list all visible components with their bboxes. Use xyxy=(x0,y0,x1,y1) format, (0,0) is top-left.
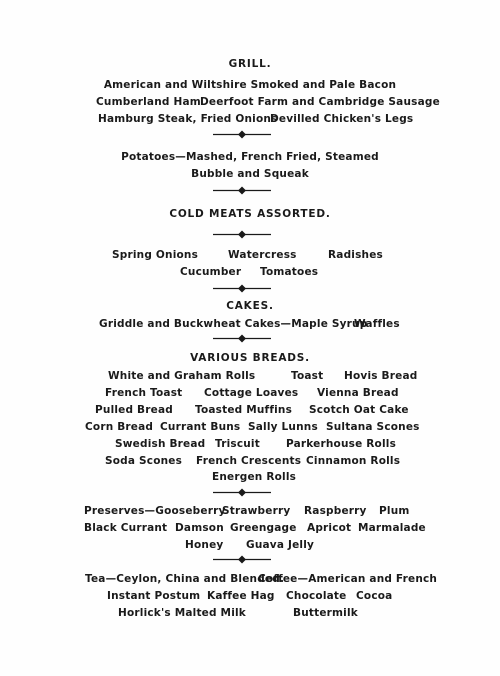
menu-item: Black Currant xyxy=(84,522,168,534)
menu-item: Radishes xyxy=(328,249,383,261)
vegetables-line-1 xyxy=(0,249,500,265)
menu-item: Guava Jelly xyxy=(246,539,315,551)
menu-item: Cottage Loaves xyxy=(204,387,299,399)
menu-item: Waffles xyxy=(354,318,400,330)
menu-item: Cocoa xyxy=(356,590,393,602)
menu-item: Toast xyxy=(291,370,324,382)
menu-item: Raspberry xyxy=(304,505,367,517)
menu-item: Preserves—Gooseberry xyxy=(84,505,226,517)
menu-item: Sultana Scones xyxy=(326,421,420,433)
ornamental-divider xyxy=(213,488,271,497)
breads-heading: VARIOUS BREADS. xyxy=(190,352,310,364)
preserves-line-1 xyxy=(0,505,500,521)
menu-item: Kaffee Hag xyxy=(207,590,275,602)
breads-row-3 xyxy=(0,404,500,420)
menu-item: French Toast xyxy=(105,387,183,399)
preserves-line-2 xyxy=(0,522,500,538)
breads-row-5 xyxy=(0,438,500,454)
menu-item: Devilled Chicken's Legs xyxy=(270,113,414,125)
menu-item: Horlick's Malted Milk xyxy=(118,607,246,619)
menu-item: Pulled Bread xyxy=(95,404,173,416)
menu-item: Corn Bread xyxy=(85,421,154,433)
menu-item: Griddle and Buckwheat Cakes—Maple Syrup xyxy=(99,318,368,330)
menu-item: Instant Postum xyxy=(107,590,201,602)
menu-item: Greengage xyxy=(230,522,297,534)
menu-item: Cumberland Ham xyxy=(96,96,201,108)
menu-item: Cinnamon Rolls xyxy=(306,455,401,467)
ornamental-divider xyxy=(213,230,271,239)
grill-line-2 xyxy=(0,96,500,112)
beverages-line-1 xyxy=(0,573,500,589)
breads-row-2 xyxy=(0,387,500,403)
ornamental-divider xyxy=(213,555,271,564)
menu-item: Strawberry xyxy=(222,505,291,517)
menu-item: Chocolate xyxy=(286,590,347,602)
menu-item: White and Graham Rolls xyxy=(108,370,256,382)
menu-item: Swedish Bread xyxy=(115,438,206,450)
ornamental-divider xyxy=(213,334,271,343)
beverages-line-3 xyxy=(0,607,500,623)
menu-item: Parkerhouse Rolls xyxy=(286,438,397,450)
menu-item: Tea—Ceylon, China and Blended. xyxy=(85,573,285,585)
menu-item: Buttermilk xyxy=(293,607,358,619)
menu-item: Energen Rolls xyxy=(212,471,297,483)
potatoes-line-1: Potatoes—Mashed, French Fried, Steamed xyxy=(121,151,379,163)
menu-item: Hovis Bread xyxy=(344,370,418,382)
menu-item: Damson xyxy=(175,522,224,534)
breads-row-4 xyxy=(0,421,500,437)
ornamental-divider xyxy=(213,186,271,195)
cakes-heading: CAKES. xyxy=(226,300,274,312)
menu-item: Watercress xyxy=(228,249,297,261)
menu-item: Hamburg Steak, Fried Onions xyxy=(98,113,278,125)
menu-item: Triscuit xyxy=(215,438,260,450)
grill-line-3 xyxy=(0,113,500,129)
menu-item: Currant Buns xyxy=(160,421,241,433)
menu-item: Vienna Bread xyxy=(317,387,399,399)
menu-item: Plum xyxy=(379,505,410,517)
menu-item: Toasted Muffins xyxy=(195,404,293,416)
grill-heading: GRILL. xyxy=(228,58,272,70)
menu-item: Coffee—American and French xyxy=(258,573,438,585)
ornamental-divider xyxy=(213,284,271,293)
menu-item: French Crescents xyxy=(196,455,302,467)
menu-item: Marmalade xyxy=(358,522,426,534)
cold-meats-heading: COLD MEATS ASSORTED. xyxy=(169,208,331,220)
menu-item: Deerfoot Farm and Cambridge Sausage xyxy=(200,96,440,108)
vegetables-line-2 xyxy=(0,266,500,282)
menu-item: Apricot xyxy=(307,522,352,534)
menu-item: Sally Lunns xyxy=(248,421,318,433)
cakes-line-1 xyxy=(0,318,500,334)
menu-item: Honey xyxy=(185,539,224,551)
menu-item: Tomatoes xyxy=(260,266,319,278)
menu-item: Scotch Oat Cake xyxy=(309,404,409,416)
breads-row-6 xyxy=(0,455,500,471)
menu-item: Spring Onions xyxy=(112,249,199,261)
preserves-line-3 xyxy=(0,539,500,555)
grill-line-1: American and Wiltshire Smoked and Pale Bacon xyxy=(103,79,397,91)
beverages-line-2 xyxy=(0,590,500,606)
ornamental-divider xyxy=(213,130,271,139)
potatoes-line-2: Bubble and Squeak xyxy=(191,168,309,180)
menu-item: Soda Scones xyxy=(105,455,183,467)
breads-row-7 xyxy=(0,471,500,487)
breads-row-1 xyxy=(0,370,500,386)
menu-item: Cucumber xyxy=(180,266,242,278)
